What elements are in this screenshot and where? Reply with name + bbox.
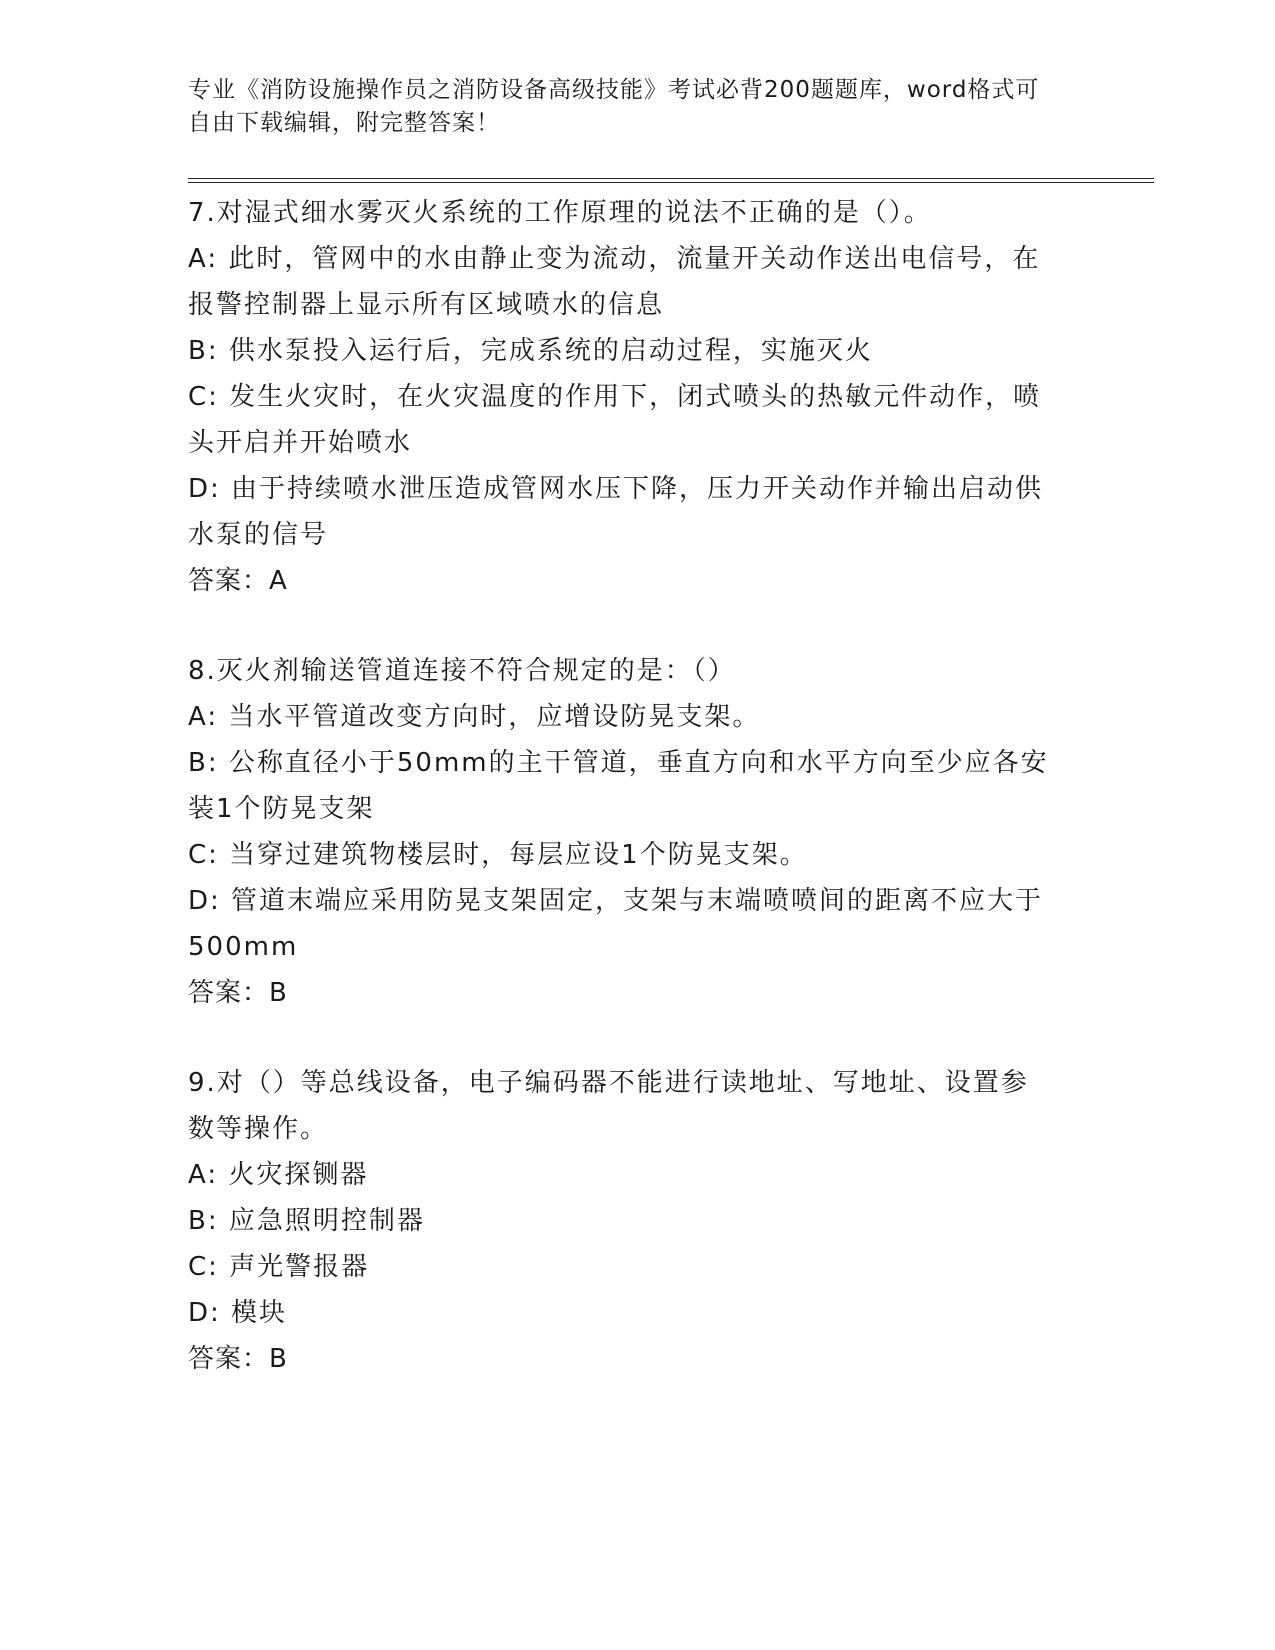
option-a: A: 火灾探铡器	[188, 1160, 369, 1190]
option-c: C: 当穿过建筑物楼层时，每层应设1个防晃支架。	[188, 840, 808, 870]
question-stem: 7.对湿式细水雾灭火系统的工作原理的说法不正确的是（）。	[188, 198, 932, 228]
question-stem: 9.对（）等总线设备，电子编码器不能进行读地址、写地址、设置参 数等操作。	[188, 1068, 1029, 1144]
question-7	[188, 190, 1088, 604]
option-d: D: 由于持续喷水泄压造成管网水压下降，压力开关动作并输出启动供 水泵的信号	[188, 474, 1044, 550]
option-b: B: 应急照明控制器	[188, 1206, 425, 1236]
option-a: A: 此时，管网中的水由静止变为流动，流量开关动作送出电信号，在 报警控制器上显示所有区域喷水的信息	[188, 244, 1041, 320]
question-stem: 8.灭火剂输送管道连接不符合规定的是：（）	[188, 656, 736, 686]
option-c: C: 发生火灾时，在火灾温度的作用下，闭式喷头的热敏元件动作，喷 头开启并开始喷水	[188, 382, 1042, 458]
answer-label: 答案：A	[188, 566, 288, 596]
option-a: A: 当水平管道改变方向时，应增设防晃支架。	[188, 702, 761, 732]
option-d: D: 管道末端应采用防晃支架固定，支架与末端喷喷间的距离不应大于 500mm	[188, 886, 1044, 962]
option-c: C: 声光警报器	[188, 1252, 370, 1282]
answer-label: 答案：B	[188, 1344, 288, 1374]
answer-label: 答案：B	[188, 978, 288, 1008]
option-b: B: 供水泵投入运行后，完成系统的启动过程，实施灭火	[188, 336, 873, 366]
option-d: D: 模块	[188, 1298, 288, 1328]
header-line-2: 自由下载编辑，附完整答案！	[188, 110, 500, 136]
question-8	[188, 648, 1088, 1016]
document-header	[188, 74, 1088, 140]
question-9	[188, 1060, 1088, 1382]
option-b: B: 公称直径小于50mm的主干管道，垂直方向和水平方向至少应各安 装1个防晃支架	[188, 748, 1049, 824]
header-line-1: 专业《消防设施操作员之消防设备高级技能》考试必背200题题库，word格式可	[188, 77, 1040, 103]
question-list	[188, 190, 1088, 1426]
header-divider	[188, 178, 1154, 183]
